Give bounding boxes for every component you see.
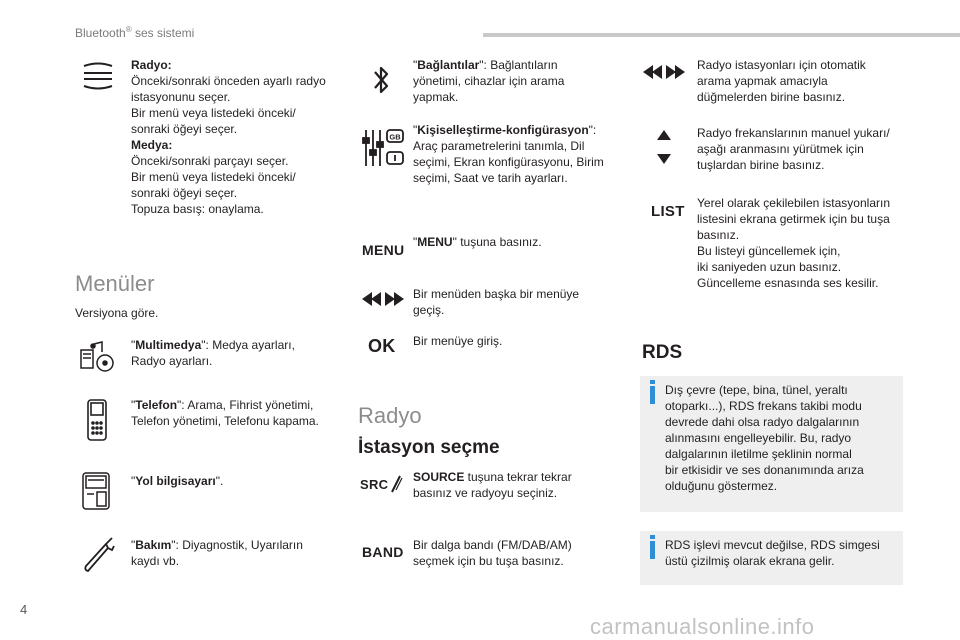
menu-label: MENU [417,235,453,249]
medya-label: Medya: [131,138,173,152]
seek-icon [643,65,685,79]
source-label: SOURCE [413,470,465,484]
info-text [665,537,893,569]
seek-desc [697,57,907,105]
multimedia-label: Multimedya [135,338,202,352]
menu-key: MENU [362,242,405,258]
baglantilar-desc [413,57,613,105]
telefon-label: Telefon [135,398,178,412]
text-line: iki saniyeden uzun basınız. [697,260,842,274]
gb-badge: GB [389,132,401,142]
bakim-desc [131,537,341,569]
text-line: otoparkı...), RDS frekans takibi modu [665,399,862,413]
band-desc [413,537,613,569]
text-line: seçimi, Saat ve tarih ayarları. [413,171,568,185]
list-scroll-icon [82,62,114,92]
src-key [360,477,388,492]
quote: " [131,398,136,412]
info-icon [650,386,655,404]
quote: " [413,123,418,137]
text-line: Bir menüden başka bir menüye [413,287,580,301]
header-rule [483,33,960,37]
info-icon-dot [650,380,655,384]
text-line: seçimi, Ekran konfigürasyonu, Birim [413,155,604,169]
text-line: yapmak. [413,90,459,104]
kisisel-desc [413,122,618,186]
text-line: alınmasını engelleyebilir. Bu, radyo [665,431,852,445]
freq-desc [697,125,907,173]
text-line: aşağı aranmasını yürütmek için [697,142,864,156]
menus-heading: Menüler [75,271,155,296]
wrench-icon [82,536,116,574]
menus-subtitle: Versiyona göre. [75,306,159,320]
page-number: 4 [20,602,28,617]
text-line: ". [215,474,224,488]
telefon-desc [131,397,341,429]
istasyon-heading: İstasyon seçme [358,437,500,458]
yol-label: Yol bilgisayarı [135,474,216,488]
running-header [75,25,194,40]
text-line: olduğunu göstermez. [665,479,778,493]
text-line: ": Diyagnostik, Uyarıların [171,538,303,552]
text-line: ": Medya ayarları, [201,338,295,352]
baglantilar-label: Bağlantılar [417,58,480,72]
text-line: seçmek için bu tuşa basınız. [413,554,564,568]
text-line: basınız ve radyoyu seçiniz. [413,486,558,500]
radyo-medya-block [131,57,341,217]
text-line: " tuşuna basınız. [452,235,542,249]
kisisel-label: Kişiselleştirme-konfigürasyon [417,123,589,137]
quote: " [413,235,418,249]
text-line: sonraki öğeyi seçer. [131,186,238,200]
text-line: tuşlardan birine basınız. [697,158,825,172]
text-line: geçiş. [413,303,445,317]
multimedia-desc [131,337,331,369]
text-line: düğmelerden birine basınız. [697,90,846,104]
text-line: Topuza basış: onaylama. [131,202,264,216]
ok-desc: Bir menüye giriş. [413,334,503,348]
info-icon [650,541,655,559]
menu-desc [413,234,542,250]
text-line: sonraki öğeyi seçer. [131,122,238,136]
text-line: RDS işlevi mevcut değilse, RDS simgesi [665,538,880,552]
text-line: Araç parametrelerini tanımla, Dil [413,139,585,153]
rds-heading: RDS [642,342,683,363]
text-line: dalgalarının iletilme şeklinin normal [665,447,852,461]
text-line: Önceki/sonraki önceden ayarlı radyo [131,74,326,88]
text-line: Bu listeyi güncellemek için, [697,244,841,258]
list-desc [697,195,912,291]
text-line: ": [588,123,597,137]
text-line: üstü çizilmiş olarak ekrana gelir. [665,554,835,568]
text-line: listesini ekrana getirmek için bu tuşa [697,212,890,226]
text-line: basınız. [697,228,740,242]
text-line: Radyo ayarları. [131,354,213,368]
text-line: Dış çevre (tepe, bina, tünel, yeraltı [665,383,848,397]
band-key: BAND [362,544,404,560]
text-line: Bir dalga bandı (FM/DAB/AM) [413,538,572,552]
info-box-rds-reception [640,376,903,512]
phone-icon [87,399,107,441]
text-line: Önceki/sonraki parçayı seçer. [131,154,289,168]
text-line: Güncelleme esnasında ses kesilir. [697,276,879,290]
text-line: kaydı vb. [131,554,180,568]
text-line: ": Arama, Fihrist yönetimi, [177,398,314,412]
text-line: tuşuna tekrar tekrar [464,470,572,484]
info-text [665,382,893,494]
up-down-arrows-icon [657,130,671,164]
ok-key: OK [368,336,396,356]
header-title: Bluetooth [75,26,126,40]
text-line: Telefon yönetimi, Telefonu kapama. [131,414,319,428]
text-line: ": Bağlantıların [479,58,558,72]
text-line: Radyo frekanslarının manuel yukarı/ [697,126,890,140]
header-title-rest: ses sistemi [131,26,195,40]
text-line: istasyonunu seçer. [131,90,231,104]
multimedia-icon [80,338,114,372]
source-desc [413,469,613,501]
text-line: devrede dahi olsa radyo dalgalarının [665,415,860,429]
yol-desc [131,473,223,489]
bluetooth-icon [371,64,391,96]
text-line: Yerel olarak çekilebilen istasyonların [697,196,890,210]
list-key: LIST [651,203,685,220]
quote: " [413,58,418,72]
quote: " [131,474,136,488]
bakim-label: Bakım [135,538,172,552]
info-icon-dot [650,535,655,539]
info-box-rds-unavailable [640,531,903,585]
registered-mark: ® [125,25,132,34]
prev-next-icon [362,292,404,306]
quote: " [131,538,136,552]
arrows-desc [413,286,613,318]
src-label: SRC [360,477,389,492]
text-line: Bir menü veya listedeki önceki/ [131,170,296,184]
radyo-heading: Radyo [358,403,422,428]
quote: " [131,338,136,352]
watermark: carmanualsonline.info [590,614,815,639]
src-slash-icon [390,475,402,493]
trip-computer-icon [82,472,110,510]
text-line: yönetimi, cihazlar için arama [413,74,565,88]
text-line: arama yapmak amacıyla [697,74,828,88]
text-line: Radyo istasyonları için otomatik [697,58,866,72]
text-line: Bir menü veya listedeki önceki/ [131,106,296,120]
text-line: bir etkisidir ve ses donanımında arıza [665,463,864,477]
radyo-label: Radyo: [131,58,172,72]
settings-sliders-icon [362,128,406,168]
